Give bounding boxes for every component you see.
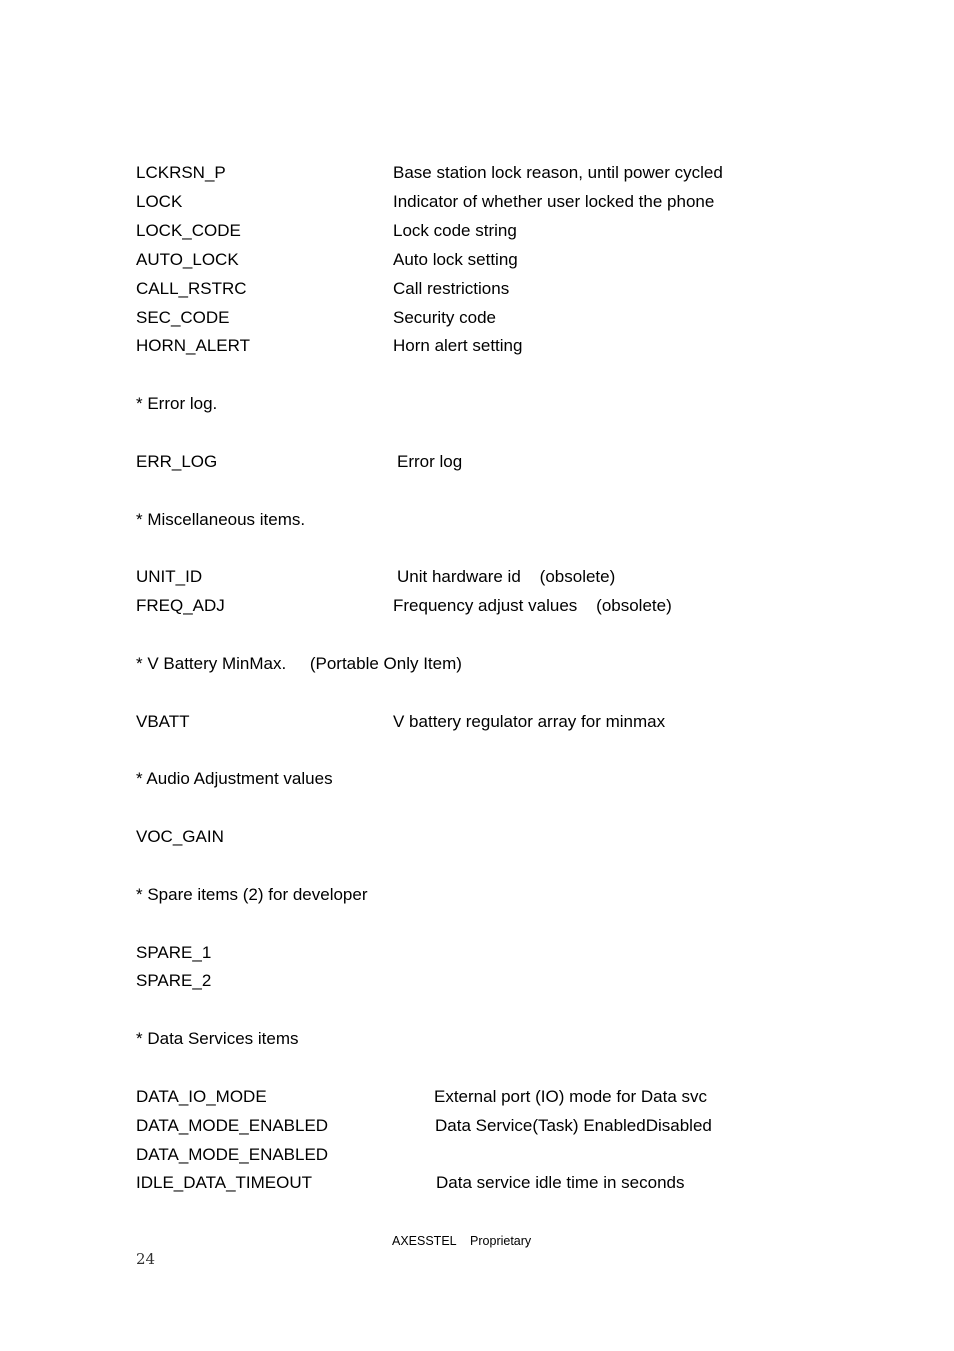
section-heading-vbatt: * V Battery MinMax. (Portable Only Item) — [136, 654, 462, 673]
item-desc: Lock code string — [393, 221, 517, 240]
item-key: DATA_IO_MODE — [136, 1087, 267, 1106]
page-number: 24 — [136, 1250, 156, 1268]
item-desc: Call restrictions — [393, 279, 510, 298]
footer-text: AXESSTEL Proprietary — [392, 1234, 532, 1248]
item-key: UNIT_ID — [136, 567, 203, 586]
item-desc: Data service idle time in seconds — [436, 1173, 685, 1192]
item-key: LOCK_CODE — [136, 221, 241, 240]
item-desc: V battery regulator array for minmax — [393, 712, 666, 731]
section-heading-error-log: * Error log. — [136, 394, 218, 413]
item-key: DATA_MODE_ENABLED — [136, 1116, 329, 1135]
item-desc: Data Service(Task) EnabledDisabled — [435, 1116, 712, 1135]
item-desc: Error log — [397, 452, 463, 471]
item-key: CALL_RSTRC — [136, 279, 247, 298]
item-key: LOCK — [136, 192, 183, 211]
item-key: IDLE_DATA_TIMEOUT — [136, 1173, 313, 1192]
item-key: VBATT — [136, 712, 190, 731]
item-desc: Indicator of whether user locked the phone — [393, 192, 715, 211]
item-key: LCKRSN_P — [136, 163, 226, 182]
item-key: ERR_LOG — [136, 452, 218, 471]
item-key: DATA_MODE_ENABLED — [136, 1145, 329, 1164]
section-heading-audio: * Audio Adjustment values — [136, 769, 333, 788]
section-heading-spare: * Spare items (2) for developer — [136, 885, 368, 904]
item-key: HORN_ALERT — [136, 336, 250, 355]
item-key: SPARE_2 — [136, 971, 212, 990]
item-desc: Auto lock setting — [393, 250, 518, 269]
item-desc: Unit hardware id (obsolete) — [397, 567, 616, 586]
item-desc: Horn alert setting — [393, 336, 523, 355]
item-desc: Security code — [393, 308, 496, 327]
item-key: VOC_GAIN — [136, 827, 224, 846]
item-key: AUTO_LOCK — [136, 250, 239, 269]
item-key: SPARE_1 — [136, 943, 212, 962]
item-desc: External port (IO) mode for Data svc — [434, 1087, 708, 1106]
section-heading-misc: * Miscellaneous items. — [136, 510, 306, 529]
item-desc: Base station lock reason, until power cycled — [393, 163, 723, 182]
item-key: SEC_CODE — [136, 308, 230, 327]
item-key: FREQ_ADJ — [136, 596, 225, 615]
item-desc: Frequency adjust values (obsolete) — [393, 596, 672, 615]
section-heading-data-services: * Data Services items — [136, 1029, 299, 1048]
